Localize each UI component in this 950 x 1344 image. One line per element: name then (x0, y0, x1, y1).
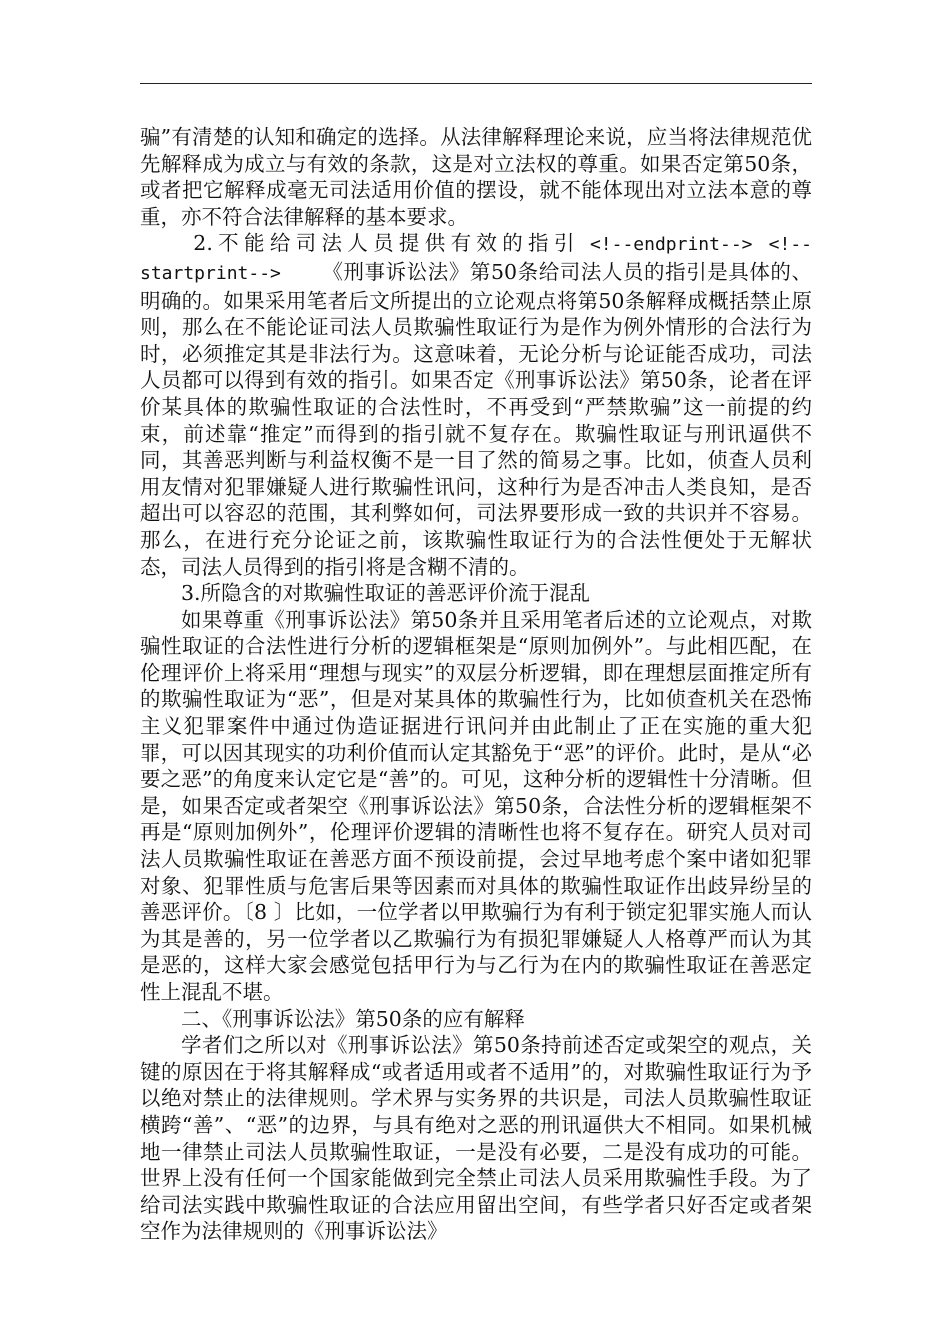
markup-artifact: <!--endprint--> <!--startprint--> (140, 234, 812, 284)
paragraph-continuation: 骗”有清楚的认知和确定的选择。从法律解释理论来说，应当将法律规范优先解释成为成立与有效的条款，这是对立法权的尊重。如果否定第50条，或者把它解释成毫无司法适用价值的摆设，就不能体现出对立法本意的尊重，亦不符合法律解释的基本要求。 (140, 125, 812, 229)
section-heading-3: 3.所隐含的对欺骗性取证的善恶评价流于混乱 (181, 581, 591, 606)
paragraph: 如果尊重《刑事诉讼法》第50条并且采用笔者后述的立论观点，对欺骗性取证的合法性进行分析的逻辑框架是“原则加例外”。与此相匹配，在伦理评价上将采用“理想与现实”的双层分析逻辑，即在理想层面推定所有的欺骗性取证为“恶”，但是对某具体的欺骗性行为，比如侦查机关在恐怖主义犯罪案件中通过伪造证据进行讯问并由此制止了正在实施的重大犯罪，可以因其现实的功利价值而认定其豁免于“恶”的评价。此时，是从“必要之恶”的角度来认定它是“善”的。可见，这种分析的逻辑性十分清晰。但是，如果否定或者架空《刑事诉讼法》第50条，合法性分析的逻辑框架不再是“原则加例外”，伦理评价逻辑的清晰性也将不复存在。研究人员对司法人员欺骗性取证在善恶方面不预设前提，会过早地考虑个案中诸如犯罪对象、犯罪性质与危害后果等因素而对具体的欺骗性取证作出歧异纷呈的善恶评价。〔8 〕比如，一位学者以甲欺骗行为有利于锁定犯罪实施人而认为其是善的，另一位学者以乙欺骗行为有损犯罪嫌疑人人格尊严而认为其是恶的，这样大家会感觉包括甲行为与乙行为在内的欺骗性取证在善恶定性上混乱不堪。 (140, 607, 812, 1004)
section-heading-2 (140, 230, 812, 580)
heading-text: 2.不能给司法人员提供有效的指引 (193, 231, 580, 256)
paragraph-text: 《刑事诉讼法》第50条给司法人员的指引是具体的、明确的。如果采用笔者后文所提出的立论观点将第50条解释成概括禁止原则，那么在不能论证司法人员欺骗性取证行为是作为例外情形的合法行为时，必须推定其是非法行为。这意味着，无论分析与论证能否成功，司法人员都可以得到有效的指引。如果否定《刑事诉讼法》第50条，论者在评价某具体的欺骗性取证的合法性时，不再受到“严禁欺骗”这一前提的约束，前述靠“推定”而得到的指引就不复存在。欺骗性取证与刑讯逼供不同，其善恶判断与利益权衡不是一目了然的简易之事。比如，侦查人员利用友情对犯罪嫌疑人进行欺骗性讯问，这种行为是否冲击人类良知，是否超出可以容忍的范围，其利弊如何，司法界要形成一致的共识并不容易。那么，在进行充分论证之前，该欺骗性取证行为的合法性便处于无解状态，司法人员得到的指引将是含糊不清的。 (140, 259, 812, 579)
paragraph: 学者们之所以对《刑事诉讼法》第50条持前述否定或架空的观点，关键的原因在于将其解释成“或者适用或者不适用”的，对欺骗性取证行为予以绝对禁止的法律规则。学术界与实务界的共识是，司法人员欺骗性取证横跨“善”、“恶”的边界，与具有绝对之恶的刑讯逼供大不相同。如果机械地一律禁止司法人员欺骗性取证，一是没有必要，二是没有成功的可能。世界上没有任何一个国家能做到完全禁止司法人员采用欺骗性手段。为了给司法实践中欺骗性取证的合法应用留出空间，有些学者只好否定或者架空作为法律规则的《刑事诉讼法》 (140, 1033, 812, 1244)
document-body (140, 124, 812, 1245)
section-heading-main: 二、《刑事诉讼法》第50条的应有解释 (181, 1006, 525, 1031)
header-rule (140, 83, 812, 84)
